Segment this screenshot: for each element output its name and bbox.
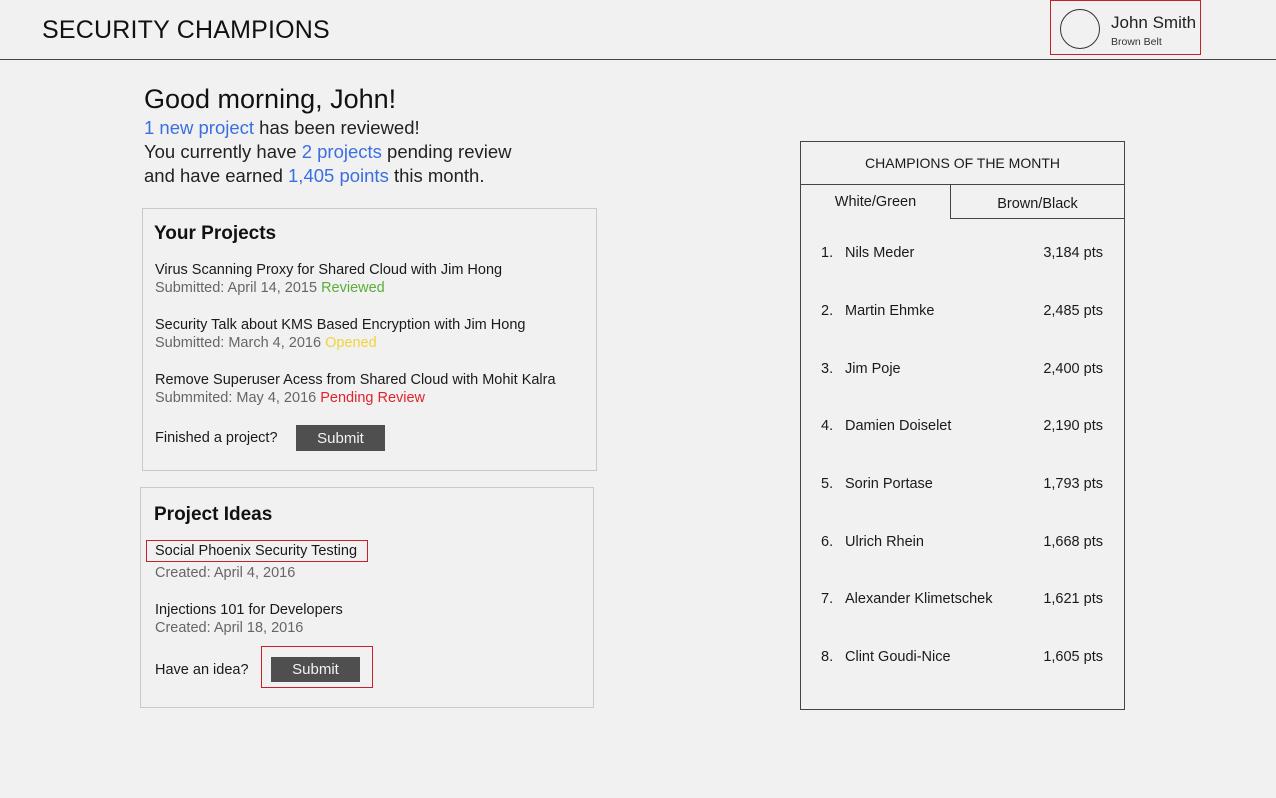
summary-text: and have earned (144, 165, 289, 186)
app-header (0, 0, 1276, 60)
rank-number: 6. (821, 534, 834, 550)
rank-name: Nils Meder (845, 245, 915, 261)
rank-points: 2,190 pts (1043, 418, 1103, 434)
leaderboard-row[interactable] (801, 591, 1124, 615)
points-link[interactable]: 1,405 points (288, 165, 389, 186)
rank-number: 8. (821, 649, 834, 665)
your-projects-panel (142, 208, 597, 471)
project-title[interactable]: Virus Scanning Proxy for Shared Cloud with Jim Hong (155, 262, 503, 278)
summary-line-reviewed (144, 116, 512, 140)
leaderboard-row[interactable] (801, 361, 1124, 385)
tab-brown-black[interactable]: Brown/Black (951, 185, 1124, 219)
rank-points: 1,668 pts (1043, 534, 1103, 550)
rank-name: Alexander Klimetschek (845, 591, 993, 607)
project-meta (155, 280, 385, 296)
rank-number: 7. (821, 591, 834, 607)
rank-points: 1,793 pts (1043, 476, 1103, 492)
summary-text: this month. (388, 165, 485, 186)
pending-projects-link[interactable]: 2 projects (301, 141, 382, 162)
user-profile-button[interactable] (1050, 0, 1201, 55)
idea-prompt: Have an idea? (155, 662, 249, 678)
project-submitted-date: Submmited: May 4, 2016 (155, 390, 321, 406)
rank-name: Martin Ehmke (845, 303, 935, 319)
project-title[interactable]: Security Talk about KMS Based Encryption with Jim Hong (155, 317, 526, 333)
leaderboard-row[interactable] (801, 303, 1124, 327)
idea-title[interactable]: Injections 101 for Developers (155, 602, 343, 618)
idea-created-date: Created: April 4, 2016 (155, 565, 296, 581)
rank-points: 3,184 pts (1043, 245, 1103, 261)
rank-name: Clint Goudi-Nice (845, 649, 951, 665)
rank-name: Damien Doiselet (845, 418, 952, 434)
panel-title: Your Projects (154, 223, 277, 244)
rank-points: 1,605 pts (1043, 649, 1103, 665)
submit-project-button[interactable]: Submit (296, 425, 385, 451)
project-title[interactable]: Remove Superuser Acess from Shared Cloud with Mohit Kalra (155, 372, 556, 388)
finished-project-prompt: Finished a project? (155, 430, 278, 446)
champions-title: CHAMPIONS OF THE MONTH (801, 142, 1124, 185)
summary-line-pending (144, 140, 512, 164)
leaderboard-row[interactable] (801, 245, 1124, 269)
summary-text: You currently have (144, 141, 302, 162)
project-submitted-date: Submitted: April 14, 2015 (155, 280, 322, 296)
rank-number: 5. (821, 476, 834, 492)
project-ideas-panel (140, 487, 594, 708)
rank-number: 1. (821, 245, 834, 261)
idea-created-date: Created: April 18, 2016 (155, 620, 304, 636)
rank-points: 2,400 pts (1043, 361, 1103, 377)
rank-number: 4. (821, 418, 834, 434)
leaderboard-row[interactable] (801, 649, 1124, 673)
leaderboard-row[interactable] (801, 534, 1124, 558)
app-title: SECURITY CHAMPIONS (42, 16, 330, 44)
summary-text: has been reviewed! (254, 117, 420, 138)
submit-idea-button[interactable]: Submit (271, 657, 360, 682)
greeting-title: Good morning, John! (144, 84, 397, 114)
status-badge: Opened (325, 335, 377, 351)
user-belt: Brown Belt (1111, 36, 1162, 48)
status-badge: Pending Review (320, 390, 426, 406)
rank-points: 1,621 pts (1043, 591, 1103, 607)
tab-white-green[interactable]: White/Green (801, 185, 951, 219)
project-meta (155, 335, 377, 351)
summary-text: pending review (381, 141, 512, 162)
champions-panel (800, 141, 1125, 710)
panel-title: Project Ideas (154, 504, 273, 525)
rank-name: Jim Poje (845, 361, 901, 377)
rank-number: 3. (821, 361, 834, 377)
rank-name: Sorin Portase (845, 476, 933, 492)
avatar (1060, 9, 1100, 49)
user-name: John Smith (1111, 13, 1197, 32)
rank-number: 2. (821, 303, 834, 319)
summary-line-points (144, 164, 512, 188)
leaderboard-row[interactable] (801, 418, 1124, 442)
leaderboard-row[interactable] (801, 476, 1124, 500)
project-submitted-date: Submitted: March 4, 2016 (155, 335, 326, 351)
status-badge: Reviewed (321, 280, 385, 296)
rank-points: 2,485 pts (1043, 303, 1103, 319)
rank-name: Ulrich Rhein (845, 534, 924, 550)
project-meta (155, 390, 425, 406)
new-project-link[interactable]: 1 new project (144, 117, 255, 138)
idea-title[interactable]: Social Phoenix Security Testing (155, 543, 358, 559)
greeting-summary (144, 116, 512, 188)
